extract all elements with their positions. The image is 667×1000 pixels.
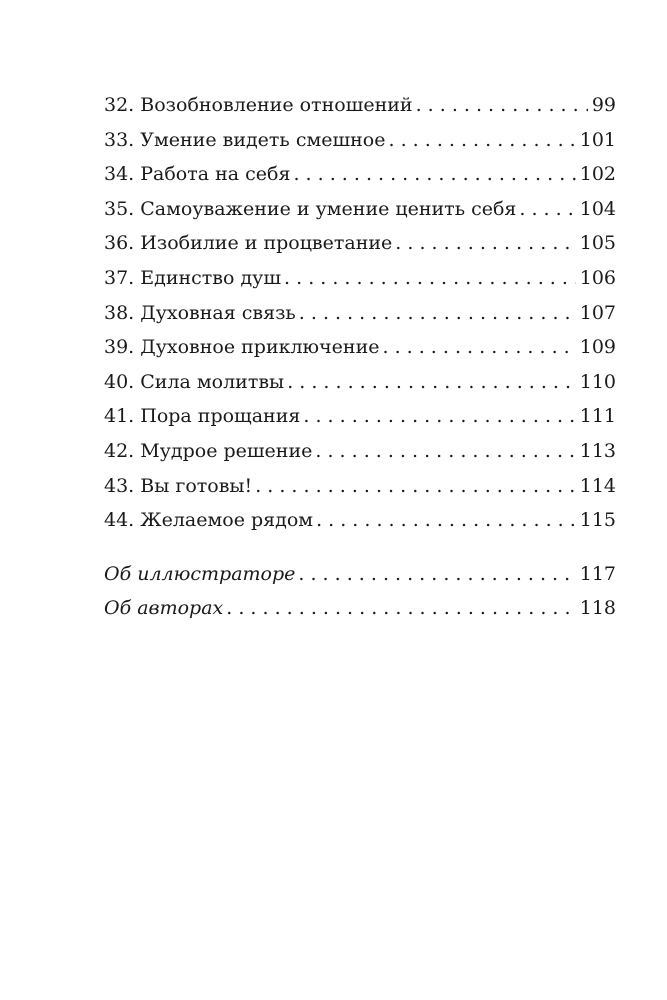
- toc-entry-title: 41. Пора прощания: [104, 405, 301, 428]
- section-spacer: [104, 538, 616, 557]
- toc-dot-leader: [519, 192, 575, 227]
- toc-entry-title: 36. Изобилие и процветание: [104, 232, 393, 255]
- toc-entry-title: 39. Духовное приключение: [104, 336, 380, 359]
- toc-entry-title: 40. Сила молитвы: [104, 370, 285, 393]
- toc-entry-title: 37. Единство душ: [104, 266, 282, 289]
- toc-dot-leader: [382, 330, 575, 365]
- toc-entry-title: 44. Желаемое рядом: [104, 509, 314, 532]
- toc-entry: [104, 157, 616, 192]
- toc-entry-title: 34. Работа на себя: [104, 163, 291, 186]
- toc-dot-leader: [298, 557, 575, 592]
- toc-entry-title: Об иллюстраторе: [104, 562, 296, 585]
- toc-entry: [104, 503, 616, 538]
- toc-entry: [104, 399, 616, 434]
- toc-entry-page: 105: [579, 232, 616, 255]
- toc-dot-leader: [416, 88, 588, 123]
- toc-entry-title: 38. Духовная связь: [104, 301, 296, 324]
- toc-entry-page: 118: [579, 597, 616, 620]
- toc-appendix-entry: [104, 591, 616, 626]
- toc-entry: [104, 434, 616, 469]
- toc-dot-leader: [299, 296, 576, 331]
- toc-entry-page: 117: [579, 562, 616, 585]
- toc-entry-title: 35. Самоуважение и умение ценить себя: [104, 197, 517, 220]
- toc-dot-leader: [389, 123, 576, 158]
- toc-entry: [104, 88, 616, 123]
- toc-entry: [104, 365, 616, 400]
- toc-dot-leader: [315, 434, 575, 469]
- toc-entry-page: 99: [591, 94, 616, 116]
- toc-entry-page: 101: [579, 128, 616, 151]
- toc-entry-page: 110: [579, 370, 616, 393]
- toc-entry: [104, 226, 616, 261]
- toc-entry: [104, 330, 616, 365]
- toc-entry-title: Об авторах: [104, 597, 224, 620]
- toc-entry-title: 33. Умение видеть смешное: [104, 128, 386, 151]
- toc-entry-title: 32. Возобновление отношений: [104, 94, 413, 116]
- toc-dot-leader: [226, 591, 575, 626]
- toc-dot-leader: [284, 261, 576, 296]
- toc-entry-page: 111: [579, 405, 616, 428]
- toc-entry-page: 106: [579, 266, 616, 289]
- toc-entry-title: 42. Мудрое решение: [104, 439, 313, 462]
- toc-dot-leader: [303, 399, 575, 434]
- toc-entry-page: 113: [579, 439, 616, 462]
- toc-entry: [104, 296, 616, 331]
- toc-entry: [104, 123, 616, 158]
- toc-entry-page: 109: [579, 336, 616, 359]
- table-of-contents: [104, 88, 616, 626]
- toc-dot-leader: [293, 157, 575, 192]
- toc-dot-leader: [395, 226, 575, 261]
- toc-appendix-entry: [104, 557, 616, 592]
- toc-entry-page: 102: [579, 163, 616, 186]
- toc-entry: [104, 261, 616, 296]
- toc-entry-page: 104: [579, 197, 616, 220]
- toc-dot-leader: [255, 469, 576, 504]
- toc-entry-title: 43. Вы готовы!: [104, 474, 253, 497]
- toc-entry: [104, 192, 616, 227]
- toc-entry-page: 115: [579, 509, 616, 532]
- toc-entry-page: 114: [579, 474, 616, 497]
- toc-dot-leader: [287, 365, 576, 400]
- toc-entry-page: 107: [579, 301, 616, 324]
- toc-dot-leader: [316, 503, 576, 538]
- toc-entry: [104, 469, 616, 504]
